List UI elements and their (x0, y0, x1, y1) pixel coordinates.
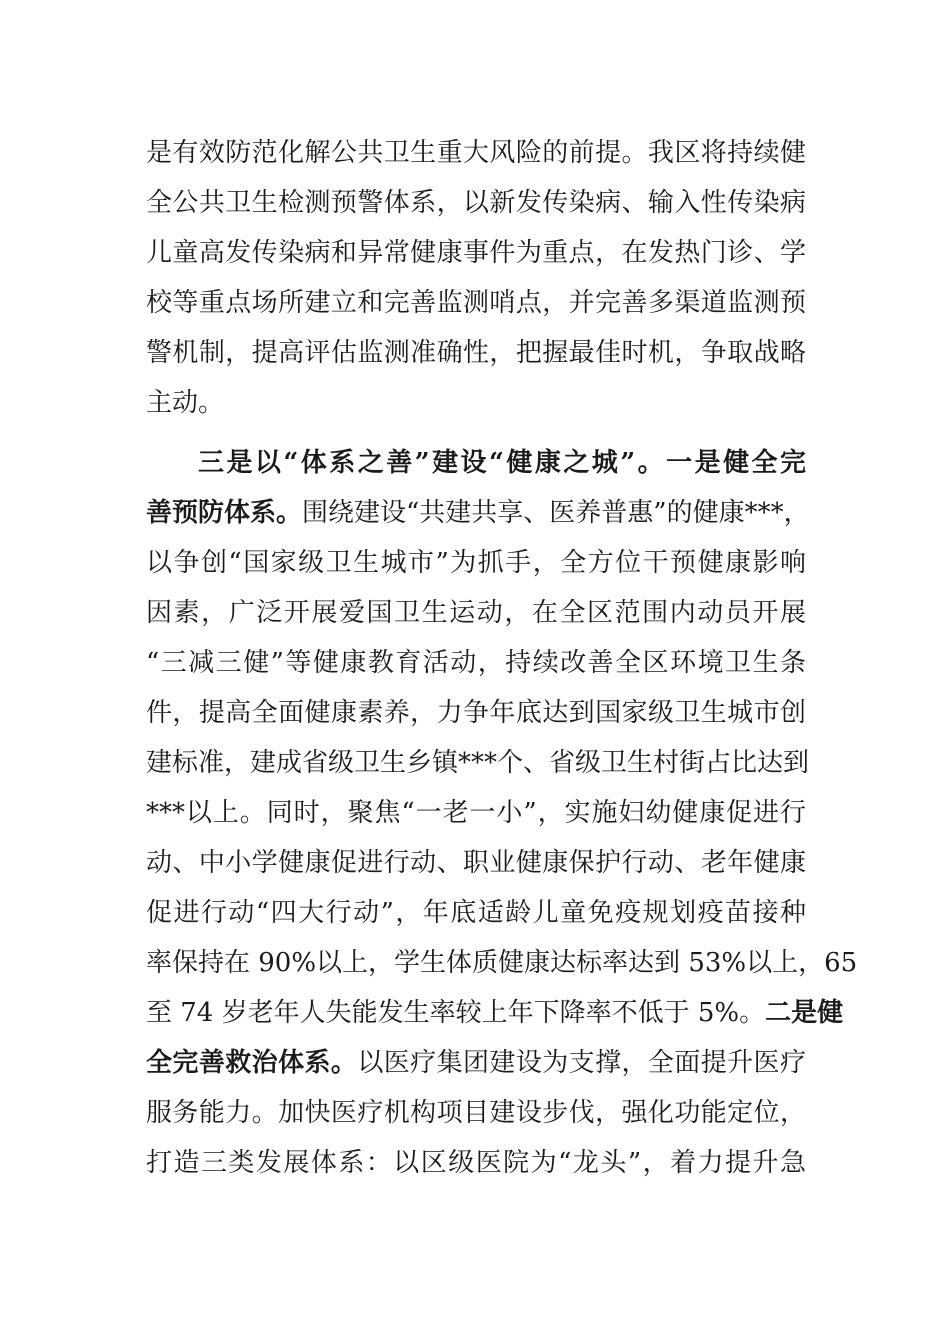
paragraph-line: 促进行动“四大行动”，年底适龄儿童免疫规划疫苗接种 (146, 898, 806, 928)
paragraph-line (146, 488, 810, 538)
subheading-text: 二是健 (765, 998, 844, 1028)
subheading-text: 善预防体系。 (146, 498, 303, 528)
body-text: 围绕建设“共建共享、医养普惠”的健康***， (302, 498, 810, 528)
paragraph-line: 件，提高全面健康素养，力争年底达到国家级卫生城市创 (146, 698, 806, 728)
paragraph-line: 校等重点场所建立和完善监测哨点，并完善多渠道监测预 (146, 288, 806, 318)
paragraph-line: 儿童高发传染病和异常健康事件为重点，在发热门诊、学 (146, 238, 806, 268)
paragraph-line: 动、中小学健康促进行动、职业健康保护行动、老年健康 (146, 848, 806, 878)
paragraph-line: 建标准，建成省级卫生乡镇***个、省级卫生村街占比达到 (146, 748, 810, 778)
paragraph-line: 全公共卫生检测预警体系，以新发传染病、输入性传染病 (146, 188, 806, 218)
paragraph-line (146, 988, 844, 1038)
paragraph-line: 服务能力。加快医疗机构项目建设步伐，强化功能定位， (146, 1098, 806, 1128)
paragraph-line: 以争创“国家级卫生城市”为抓手，全方位干预健康影响 (146, 548, 806, 578)
subheading-text: 全完善救治体系。 (146, 1048, 358, 1078)
paragraph-line: “三减三健”等健康教育活动，持续改善全区环境卫生条 (146, 648, 806, 678)
section-heading-line: 三是以“体系之善”建设“健康之城”。一是健全完 (198, 448, 806, 478)
paragraph-line: 打造三类发展体系：以区级医院为“龙头”，着力提升急 (146, 1148, 806, 1178)
paragraph-line: ***以上。同时，聚焦“一老一小”，实施妇幼健康促进行 (146, 798, 806, 828)
body-text: 以医疗集团建设为支撑，全面提升医疗 (357, 1048, 806, 1078)
paragraph-line: 率保持在 90%以上，学生体质健康达标率达到 53%以上，65 (146, 948, 858, 978)
paragraph-line: 警机制，提高评估监测准确性，把握最佳时机，争取战略 (146, 338, 806, 368)
paragraph-line: 主动。 (146, 388, 225, 418)
paragraph-line: 是有效防范化解公共卫生重大风险的前提。我区将持续健 (146, 138, 806, 168)
body-text: 至 74 岁老年人失能发生率较上年下降率不低于 5%。 (146, 998, 766, 1028)
paragraph-line (146, 1038, 806, 1088)
paragraph-line: 因素，广泛开展爱国卫生运动，在全区范围内动员开展 (146, 598, 806, 628)
